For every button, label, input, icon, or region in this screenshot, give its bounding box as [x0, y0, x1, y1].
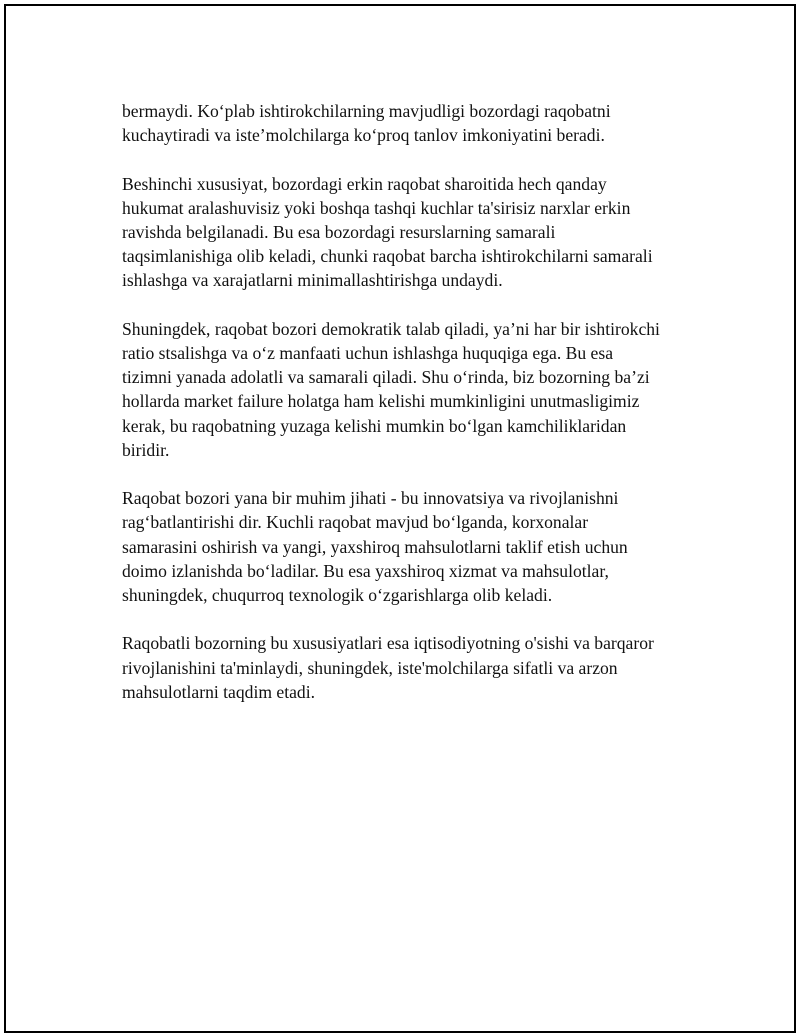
paragraph-conclusion: Raqobatli bozorning bu xususiyatlari esa iqtisodiyotning o'sishi va barqaror rivojlanishini ta'minlaydi, shuningdek, iste'molchilarga sifatli va arzon mahsulotlarni taqdim etadi. [122, 633, 654, 702]
paragraph-fifth-feature: Beshinchi xususiyat, bozordagi erkin raqobat sharoitida hech qanday hukumat aralashuvisiz yoki boshqa tashqi kuchlar ta'sirisiz narxlar erkin ravishda belgilanadi. Bu esa bozordagi resurslarning samarali taqsimlanishiga olib keladi, chunki raqobat barcha ishtirokchilarni samarali ishlashga va xarajatlarni minimallashtirishga undaydi. [122, 173, 653, 291]
paragraph-democratic-demand: Shuningdek, raqobat bozori demokratik talab qiladi, ya’ni har bir ishtirokchi ratio stsalishga va o‘z manfaati uchun ishlashga huquqiga ega. Bu esa tizimni yanada adolatli va samarali qiladi. Shu o‘rinda, biz bozorning ba’zi hollarda market failure holatga ham kelishi mumkinligini unutmasligimiz kerak, bu raqobatning yuzaga kelishi mumkin bo‘lgan kamchiliklaridan biridir. [122, 318, 660, 460]
paragraph-innovation: Raqobat bozori yana bir muhim jihati - bu innovatsiya va rivojlanishni rag‘batlantirishi dir. Kuchli raqobat mavjud bo‘lganda, korxonalar samarasini oshirish va yangi, yaxshiroq mahsulotlarni taklif etish uchun doimo izlanishda bo‘ladilar. Bu esa yaxshiroq xizmat va mahsulotlar, shuningdek, chuqurroq texnologik o‘zgarishlarga olib keladi. [122, 488, 628, 606]
paragraph-continuation: bermaydi. Ko‘plab ishtirokchilarning mavjudligi bozordagi raqobatni kuchaytiradi va iste’molchilarga ko‘proq tanlov imkoniyatini beradi. [122, 101, 611, 146]
page-border [4, 4, 796, 1033]
document-body [122, 99, 702, 728]
